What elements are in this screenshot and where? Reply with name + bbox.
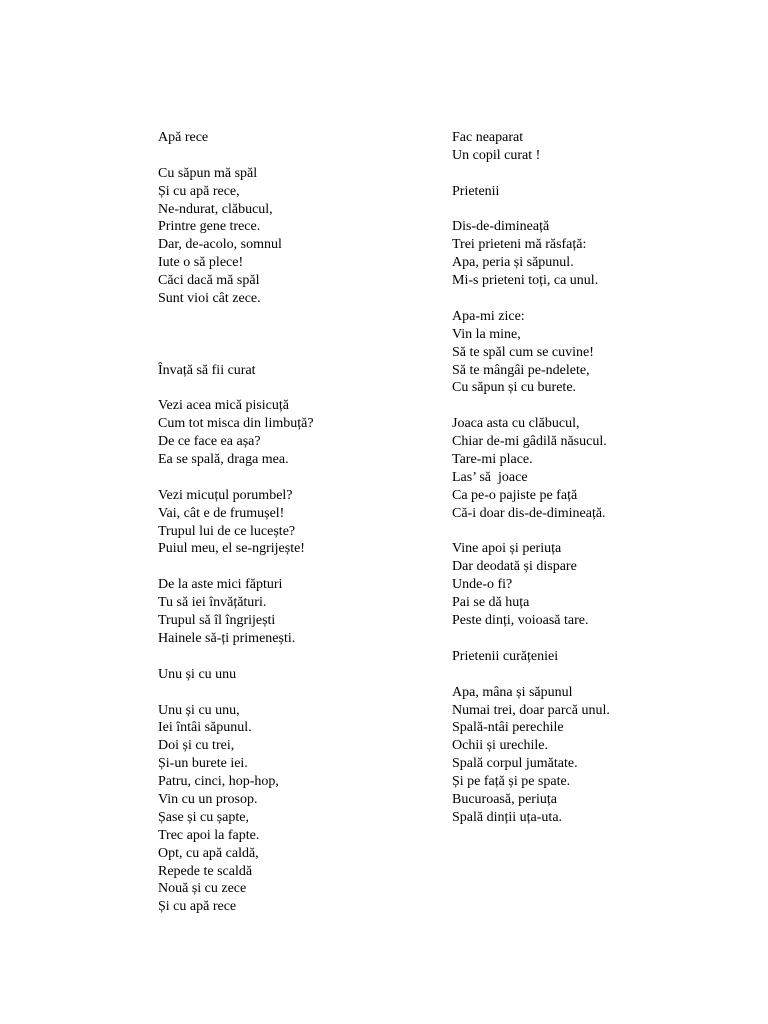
poem-line: Dar deodată și dispare bbox=[452, 559, 577, 575]
poem-line: Ne-ndurat, clăbucul, bbox=[158, 201, 273, 217]
poem-line: Tare-mi place. bbox=[452, 452, 533, 468]
poem-line: Trec apoi la fapte. bbox=[158, 827, 260, 843]
poem-line: Trei prieteni mă răsfață: bbox=[452, 237, 587, 253]
poem-line: Vin la mine, bbox=[452, 326, 521, 342]
stanza-gap bbox=[452, 630, 752, 648]
poem-line: Să te mângâi pe-ndelete, bbox=[452, 362, 590, 378]
poem-line: Fac neaparat bbox=[452, 130, 524, 145]
stanza-gap bbox=[452, 165, 752, 183]
poem-line: Și pe față și pe spate. bbox=[452, 774, 571, 790]
poem-title: Apă rece bbox=[158, 130, 209, 145]
poem-line: Dis-de-dimineață bbox=[452, 219, 550, 235]
poem-line: Joaca asta cu clăbucul, bbox=[452, 416, 580, 432]
right-text-column bbox=[452, 129, 752, 827]
poem-line: Chiar de-mi gâdilă năsucul. bbox=[452, 434, 607, 450]
poem-line: Apa-mi zice: bbox=[452, 308, 525, 324]
poem-line: Apa, mâna și săpunul bbox=[452, 684, 573, 700]
poem-line: Ca pe-o pajiste pe față bbox=[452, 487, 578, 503]
poem-line: Ea se spală, draga mea. bbox=[158, 452, 289, 468]
stanza-gap bbox=[452, 397, 752, 415]
poem-line: Patru, cinci, hop-hop, bbox=[158, 774, 279, 790]
poem-line: Și cu apă rece bbox=[158, 899, 237, 915]
poem-title: Prietenii curățeniei bbox=[452, 648, 559, 664]
poem-line: Unde-o fi? bbox=[452, 577, 513, 593]
poem-line: Și cu apă rece, bbox=[158, 183, 240, 199]
left-text-column bbox=[158, 129, 438, 916]
poem-line: Vezi micuțul porumbel? bbox=[158, 487, 293, 503]
poem-line: Bucuroasă, periuța bbox=[452, 791, 557, 807]
poem-line: Apa, peria și săpunul. bbox=[452, 255, 574, 271]
poem-line: Cum tot misca din limbuță? bbox=[158, 416, 314, 432]
stanza-gap bbox=[158, 308, 438, 326]
poem-line: Spală-ntâi perechile bbox=[452, 720, 564, 736]
poem-line: Opt, cu apă caldă, bbox=[158, 845, 259, 861]
poem-line: Printre gene trece. bbox=[158, 219, 261, 235]
poem-line: Spală dinții uța-uta. bbox=[452, 809, 563, 825]
poem-title: Unu și cu unu bbox=[158, 666, 237, 682]
stanza-gap bbox=[158, 344, 438, 362]
poem-line: Iei întâi săpunul. bbox=[158, 720, 252, 736]
poem-line: De ce face ea așa? bbox=[158, 434, 261, 450]
poem-line: Peste dinți, voioasă tare. bbox=[452, 613, 589, 629]
poem-line: Vin cu un prosop. bbox=[158, 791, 258, 807]
poem-line: Pai se dă huța bbox=[452, 595, 530, 611]
poem-line: Cu săpun și cu burete. bbox=[452, 380, 577, 396]
poem-line: Las’ să joace bbox=[452, 469, 528, 485]
poem-line: Puiul meu, el se-ngrijește! bbox=[158, 541, 305, 557]
stanza-gap bbox=[452, 523, 752, 541]
poem-line: Sunt vioi cât zece. bbox=[158, 291, 261, 307]
poem-line: Hainele să-ți primenești. bbox=[158, 630, 296, 646]
poem-line: Un copil curat ! bbox=[452, 147, 541, 163]
stanza-gap bbox=[158, 147, 438, 165]
poem-line: Numai trei, doar parcă unul. bbox=[452, 702, 610, 718]
poem-title: Prietenii bbox=[452, 183, 500, 199]
poem-line: Trupul lui de ce lucește? bbox=[158, 523, 296, 539]
poem-line: Căci dacă mă spăl bbox=[158, 273, 260, 289]
poem-line: Trupul să îl îngrijești bbox=[158, 613, 276, 629]
poem-title: Învață să fii curat bbox=[158, 362, 256, 378]
stanza-gap bbox=[158, 684, 438, 702]
poem-line: Că-i doar dis-de-dimineață. bbox=[452, 505, 606, 521]
poem-line: Șase și cu șapte, bbox=[158, 809, 249, 825]
poem-line: Și-un burete iei. bbox=[158, 756, 248, 772]
poem-line: Vezi acea mică pisicuță bbox=[158, 398, 289, 414]
poem-line: Iute o să plece! bbox=[158, 255, 244, 271]
stanza-gap bbox=[452, 666, 752, 684]
poem-line: Mi-s prieteni toți, ca unul. bbox=[452, 273, 599, 289]
stanza-gap bbox=[158, 379, 438, 397]
stanza-gap bbox=[158, 648, 438, 666]
stanza-gap bbox=[452, 201, 752, 219]
poem-line: Dar, de-acolo, somnul bbox=[158, 237, 282, 253]
stanza-gap bbox=[452, 290, 752, 308]
poem-line: Vai, cât e de frumușel! bbox=[158, 505, 285, 521]
poem-line: Spală corpul jumătate. bbox=[452, 756, 578, 772]
poem-line: Doi și cu trei, bbox=[158, 738, 235, 754]
poem-line: Ochii și urechile. bbox=[452, 738, 549, 754]
poem-line: Nouă și cu zece bbox=[158, 881, 247, 897]
poem-line: Să te spăl cum se cuvine! bbox=[452, 344, 594, 360]
stanza-gap bbox=[158, 326, 438, 344]
poem-line: Vine apoi și periuța bbox=[452, 541, 562, 557]
poem-line: Repede te scaldă bbox=[158, 863, 253, 879]
poem-line: Tu să iei învățături. bbox=[158, 595, 267, 611]
stanza-gap bbox=[158, 469, 438, 487]
poem-line: Unu și cu unu, bbox=[158, 702, 240, 718]
poem-line: Cu săpun mă spăl bbox=[158, 165, 258, 181]
stanza-gap bbox=[158, 558, 438, 576]
poem-line: De la aste mici făpturi bbox=[158, 577, 283, 593]
